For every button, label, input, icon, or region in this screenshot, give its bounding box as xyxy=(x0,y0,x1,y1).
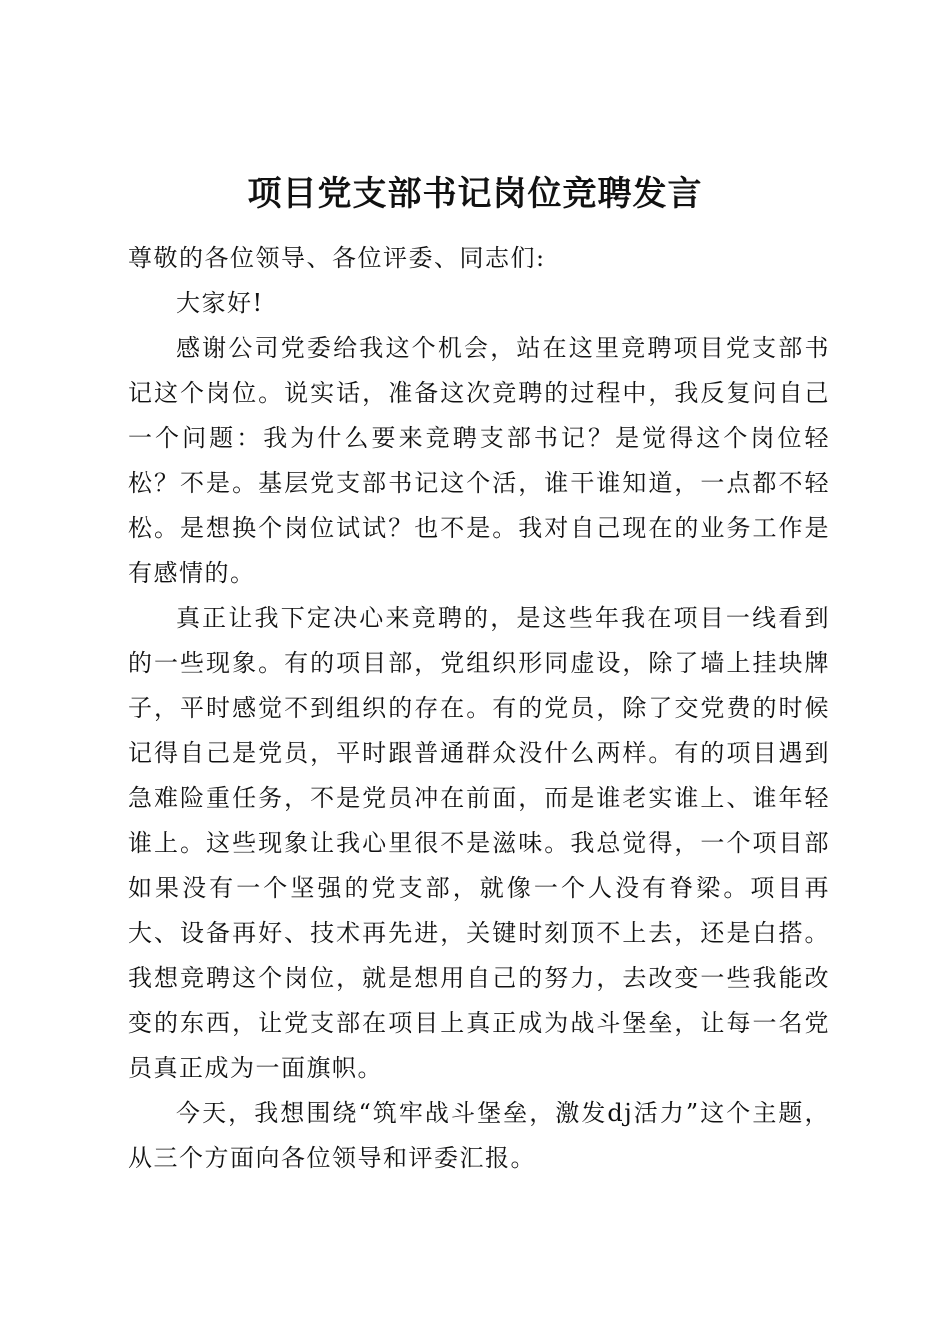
paragraph-theme: 今天，我想围绕“筑牢战斗堡垒，激发dj活力”这个主题，从三个方面向各位领导和评委汇报。 xyxy=(128,1099,830,1172)
document-title: 项目党支部书记岗位竞聘发言 xyxy=(247,174,703,214)
paragraph-motivation: 真正让我下定决心来竞聘的，是这些年我在项目一线看到的一些现象。有的项目部，党组织形同虚设，除了墙上挂块牌子，平时感觉不到组织的存在。有的党员，除了交党费的时候记得自己是党员，平时跟普通群众没什么两样。有的项目遇到急难险重任务，不是党员冲在前面，而是谁老实谁上、谁年轻谁上。这些现象让我心里很不是滋味。我总觉得，一个项目部如果没有一个坚强的党支部，就像一个人没有脊梁。项目再大、设备再好、技术再先进，关键时刻顶不上去，还是白搭。我想竞聘这个岗位，就是想用自己的努力，去改变一些我能改变的东西，让党支部在项目上真正成为战斗堡垒，让每一名党员真正成为一面旗帜。 xyxy=(128,604,830,1082)
salutation: 尊敬的各位领导、各位评委、同志们: xyxy=(128,244,546,272)
paragraph-thanks: 感谢公司党委给我这个机会，站在这里竞聘项目党支部书记这个岗位。说实话，准备这次竞聘的过程中，我反复问自己一个问题：我为什么要来竞聘支部书记？是觉得这个岗位轻松？不是。基层党支部书记这个活，谁干谁知道，一点都不轻松。是想换个岗位试试？也不是。我对自己现在的业务工作是有感情的。 xyxy=(128,334,830,587)
document-body xyxy=(128,236,830,1181)
paragraph-greeting: 大家好! xyxy=(176,289,264,317)
